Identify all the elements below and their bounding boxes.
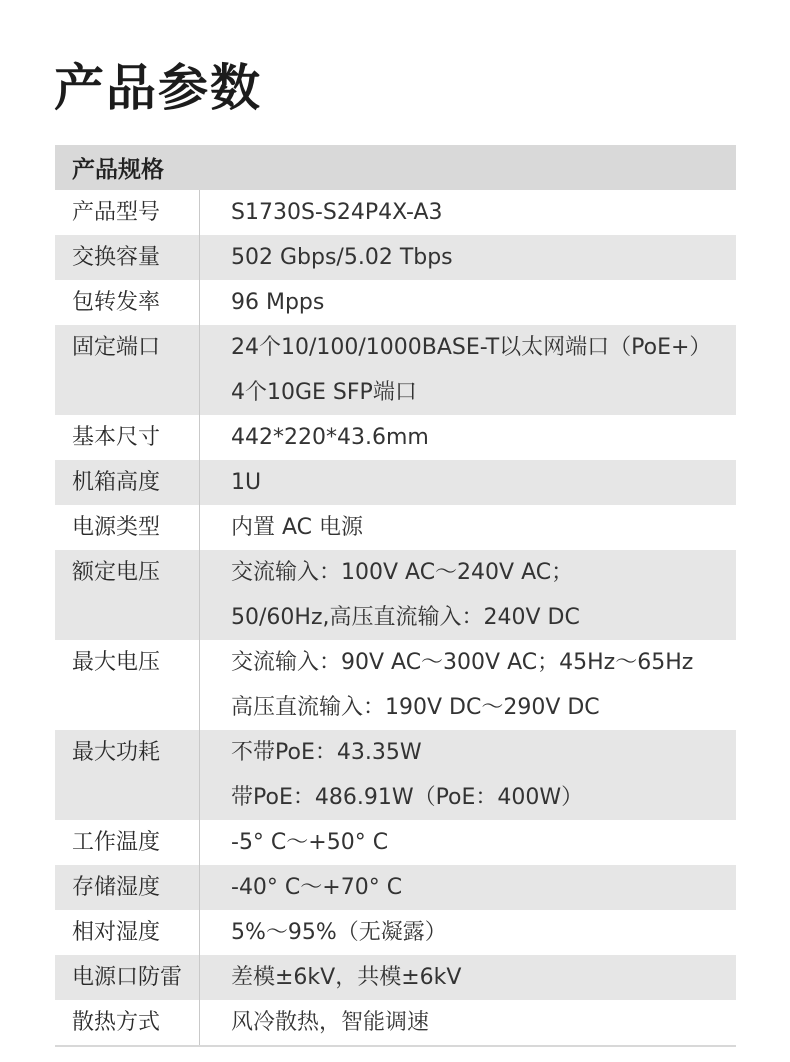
spec-values: [200, 460, 736, 505]
spec-value: 交流输入：100V AC～240V AC；: [231, 560, 574, 585]
spec-value: 24个10/100/1000BASE-T以太网端口（PoE+）: [231, 335, 712, 360]
spec-values: [200, 640, 736, 730]
spec-row: [55, 550, 736, 640]
spec-value: 96 Mpps: [231, 290, 325, 315]
spec-label: 最大功耗: [55, 730, 200, 820]
spec-value: -40° C～+70° C: [231, 875, 403, 900]
spec-label: 工作温度: [55, 820, 200, 865]
spec-value: 内置 AC 电源: [231, 515, 364, 540]
spec-label: 额定电压: [55, 550, 200, 640]
spec-label: 产品型号: [55, 190, 200, 235]
spec-label: 存储湿度: [55, 865, 200, 910]
spec-values: [200, 190, 736, 235]
spec-label: 散热方式: [55, 1000, 200, 1045]
spec-row: [55, 910, 736, 955]
spec-values: [200, 235, 736, 280]
spec-label: 电源口防雷: [55, 955, 200, 1000]
spec-section-header: 产品规格: [55, 145, 736, 190]
spec-value: -5° C～+50° C: [231, 830, 389, 855]
spec-value: 风冷散热，智能调速: [231, 1010, 430, 1035]
spec-value: 502 Gbps/5.02 Tbps: [231, 245, 453, 270]
spec-label: 机箱高度: [55, 460, 200, 505]
spec-row: [55, 1000, 736, 1045]
spec-label: 固定端口: [55, 325, 200, 415]
spec-values: [200, 325, 736, 415]
spec-label: 相对湿度: [55, 910, 200, 955]
spec-row: [55, 460, 736, 505]
spec-row: [55, 820, 736, 865]
spec-row: [55, 865, 736, 910]
spec-row: [55, 325, 736, 415]
spec-row: [55, 505, 736, 550]
spec-values: [200, 1000, 736, 1045]
spec-row: [55, 280, 736, 325]
spec-row: [55, 235, 736, 280]
spec-label: 最大电压: [55, 640, 200, 730]
spec-row: [55, 415, 736, 460]
spec-row: [55, 190, 736, 235]
spec-value: 4个10GE SFP端口: [231, 380, 417, 405]
spec-values: [200, 730, 736, 820]
spec-row: [55, 955, 736, 1000]
spec-table: [55, 145, 736, 1047]
spec-value: 不带PoE：43.35W: [231, 740, 422, 765]
spec-rows: [55, 190, 736, 1045]
spec-value: 5%～95%（无凝露）: [231, 920, 447, 945]
spec-label: 电源类型: [55, 505, 200, 550]
spec-values: [200, 910, 736, 955]
spec-row: [55, 730, 736, 820]
spec-values: [200, 820, 736, 865]
spec-value: 1U: [231, 470, 262, 495]
spec-values: [200, 865, 736, 910]
spec-values: [200, 415, 736, 460]
spec-value: 差模±6kV，共模±6kV: [231, 965, 462, 990]
spec-values: [200, 505, 736, 550]
spec-value: 交流输入：90V AC～300V AC；45Hz～65Hz: [231, 650, 694, 675]
spec-values: [200, 280, 736, 325]
spec-values: [200, 550, 736, 640]
spec-value: S1730S-S24P4X-A3: [231, 200, 443, 225]
spec-label: 基本尺寸: [55, 415, 200, 460]
spec-values: [200, 955, 736, 1000]
spec-row: [55, 640, 736, 730]
spec-value: 高压直流输入：190V DC～290V DC: [231, 695, 600, 720]
spec-value: 带PoE：486.91W（PoE：400W）: [231, 785, 584, 810]
spec-value: 50/60Hz,高压直流输入：240V DC: [231, 605, 580, 630]
page-title: 产品参数: [54, 59, 262, 117]
spec-value: 442*220*43.6mm: [231, 425, 429, 450]
spec-label: 交换容量: [55, 235, 200, 280]
spec-label: 包转发率: [55, 280, 200, 325]
